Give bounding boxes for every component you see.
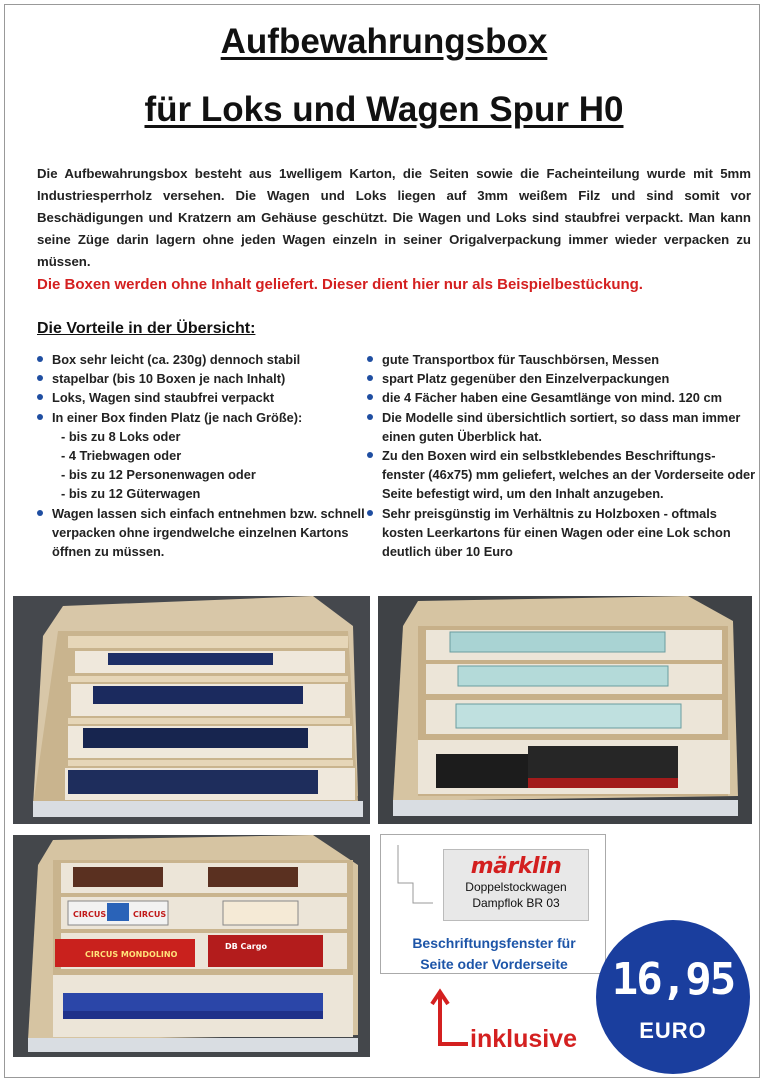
photo-doubledeck-and-loco bbox=[378, 596, 752, 824]
bullet-icon bbox=[367, 452, 373, 458]
price-amount: 16,95 bbox=[611, 954, 735, 1005]
price-currency: EURO bbox=[639, 1018, 707, 1043]
bullet-icon bbox=[367, 356, 373, 362]
list-item: Zu den Boxen wird ein selbstklebendes Beschriftungs-fenster (46x75) mm geliefert, welches an der Vorderseite oder Seite befestigt wird, um den Inhalt anzugeben. bbox=[367, 446, 757, 504]
sub-list-item: - bis zu 12 Personenwagen oder bbox=[61, 467, 256, 483]
bullet-icon bbox=[37, 394, 43, 400]
sub-list-item: - bis zu 8 Loks oder bbox=[61, 428, 181, 444]
marklin-logo: märklin bbox=[470, 854, 562, 879]
label-inner bbox=[443, 849, 589, 921]
bullet-icon bbox=[367, 510, 373, 516]
bullet-icon bbox=[37, 375, 43, 381]
bullet-icon bbox=[367, 414, 373, 420]
notice-text: Die Boxen werden ohne Inhalt geliefert. Dieser dient hier nur als Beispielbestückung. bbox=[37, 276, 643, 293]
list-item: Wagen lassen sich einfach entnehmen bzw. schnell verpacken ohne irgendwelche einzelnen Kartons öffnen zu müssen. bbox=[37, 504, 367, 562]
list-item: gute Transportbox für Tauschbörsen, Messen bbox=[367, 350, 757, 369]
bullet-icon bbox=[367, 394, 373, 400]
list-item: spart Platz gegenüber den Einzelverpackungen bbox=[367, 369, 757, 388]
sub-list-item: - 4 Triebwagen oder bbox=[61, 448, 182, 464]
bullet-icon bbox=[367, 375, 373, 381]
price-badge bbox=[596, 920, 750, 1074]
list-item: stapelbar (bis 10 Boxen je nach Inhalt) bbox=[37, 369, 367, 388]
bullet-icon bbox=[37, 510, 43, 516]
advantages-heading: Die Vorteile in der Übersicht: bbox=[37, 320, 256, 337]
list-item: Box sehr leicht (ca. 230g) dennoch stabil bbox=[37, 350, 367, 369]
sub-list-item: - bis zu 12 Güterwagen bbox=[61, 486, 201, 502]
wagon-label: CIRCUS bbox=[73, 910, 107, 919]
list-item: Sehr preisgünstig im Verhältnis zu Holzboxen - oftmals kosten Leerkartons für einen Wagen oder eine Lok schon deutlich über 10 Euro bbox=[367, 504, 757, 562]
label-line: Dampflok BR 03 bbox=[472, 896, 560, 910]
intro-paragraph: Die Aufbewahrungsbox besteht aus 1welligem Karton, die Seiten sowie die Facheinteilung wurde mit 5mm Industriesperrholz versehen. Die Wagen und Loks liegen auf 3mm weißem Filz und sind somit vor Beschädigungen und Kratzern am Gehäuse geschützt. Die Wagen und Loks sind staubfrei verpackt. Man kann seine Züge darin lagern ohne jeden Wagen einzeln in seiner Origalverpackung immer wieder verpacken zu müssen. bbox=[37, 166, 751, 269]
list-item: Loks, Wagen sind staubfrei verpackt bbox=[37, 388, 367, 407]
photo-blue-coaches bbox=[13, 596, 370, 824]
label-caption: Beschriftungsfenster für Seite oder Vorderseite bbox=[412, 935, 576, 972]
list-item: Die Modelle sind übersichtlich sortiert, so dass man immer einen guten Überblick hat. bbox=[367, 408, 757, 446]
arrow-up-icon bbox=[430, 988, 470, 1048]
list-item: In einer Box finden Platz (je nach Größe): bbox=[37, 408, 367, 427]
advantages-left-column bbox=[37, 350, 367, 561]
wagon-label: CIRCUS MONDOLINO bbox=[85, 950, 178, 959]
wagon-label: DB Cargo bbox=[225, 942, 267, 951]
label-window-sample bbox=[380, 834, 606, 974]
wagon-label: CIRCUS bbox=[133, 910, 167, 919]
advantages-right-column bbox=[367, 350, 757, 561]
page-title: Aufbewahrungsbox bbox=[220, 22, 548, 61]
bullet-icon bbox=[37, 414, 43, 420]
photo-freight-wagons bbox=[13, 835, 370, 1057]
page-subtitle: für Loks und Wagen Spur H0 bbox=[144, 90, 624, 129]
label-line: Doppelstockwagen bbox=[465, 880, 567, 894]
bullet-icon bbox=[37, 356, 43, 362]
inklusive-text: inklusive bbox=[470, 1025, 577, 1053]
list-item: die 4 Fächer haben eine Gesamtlänge von mind. 120 cm bbox=[367, 388, 757, 407]
